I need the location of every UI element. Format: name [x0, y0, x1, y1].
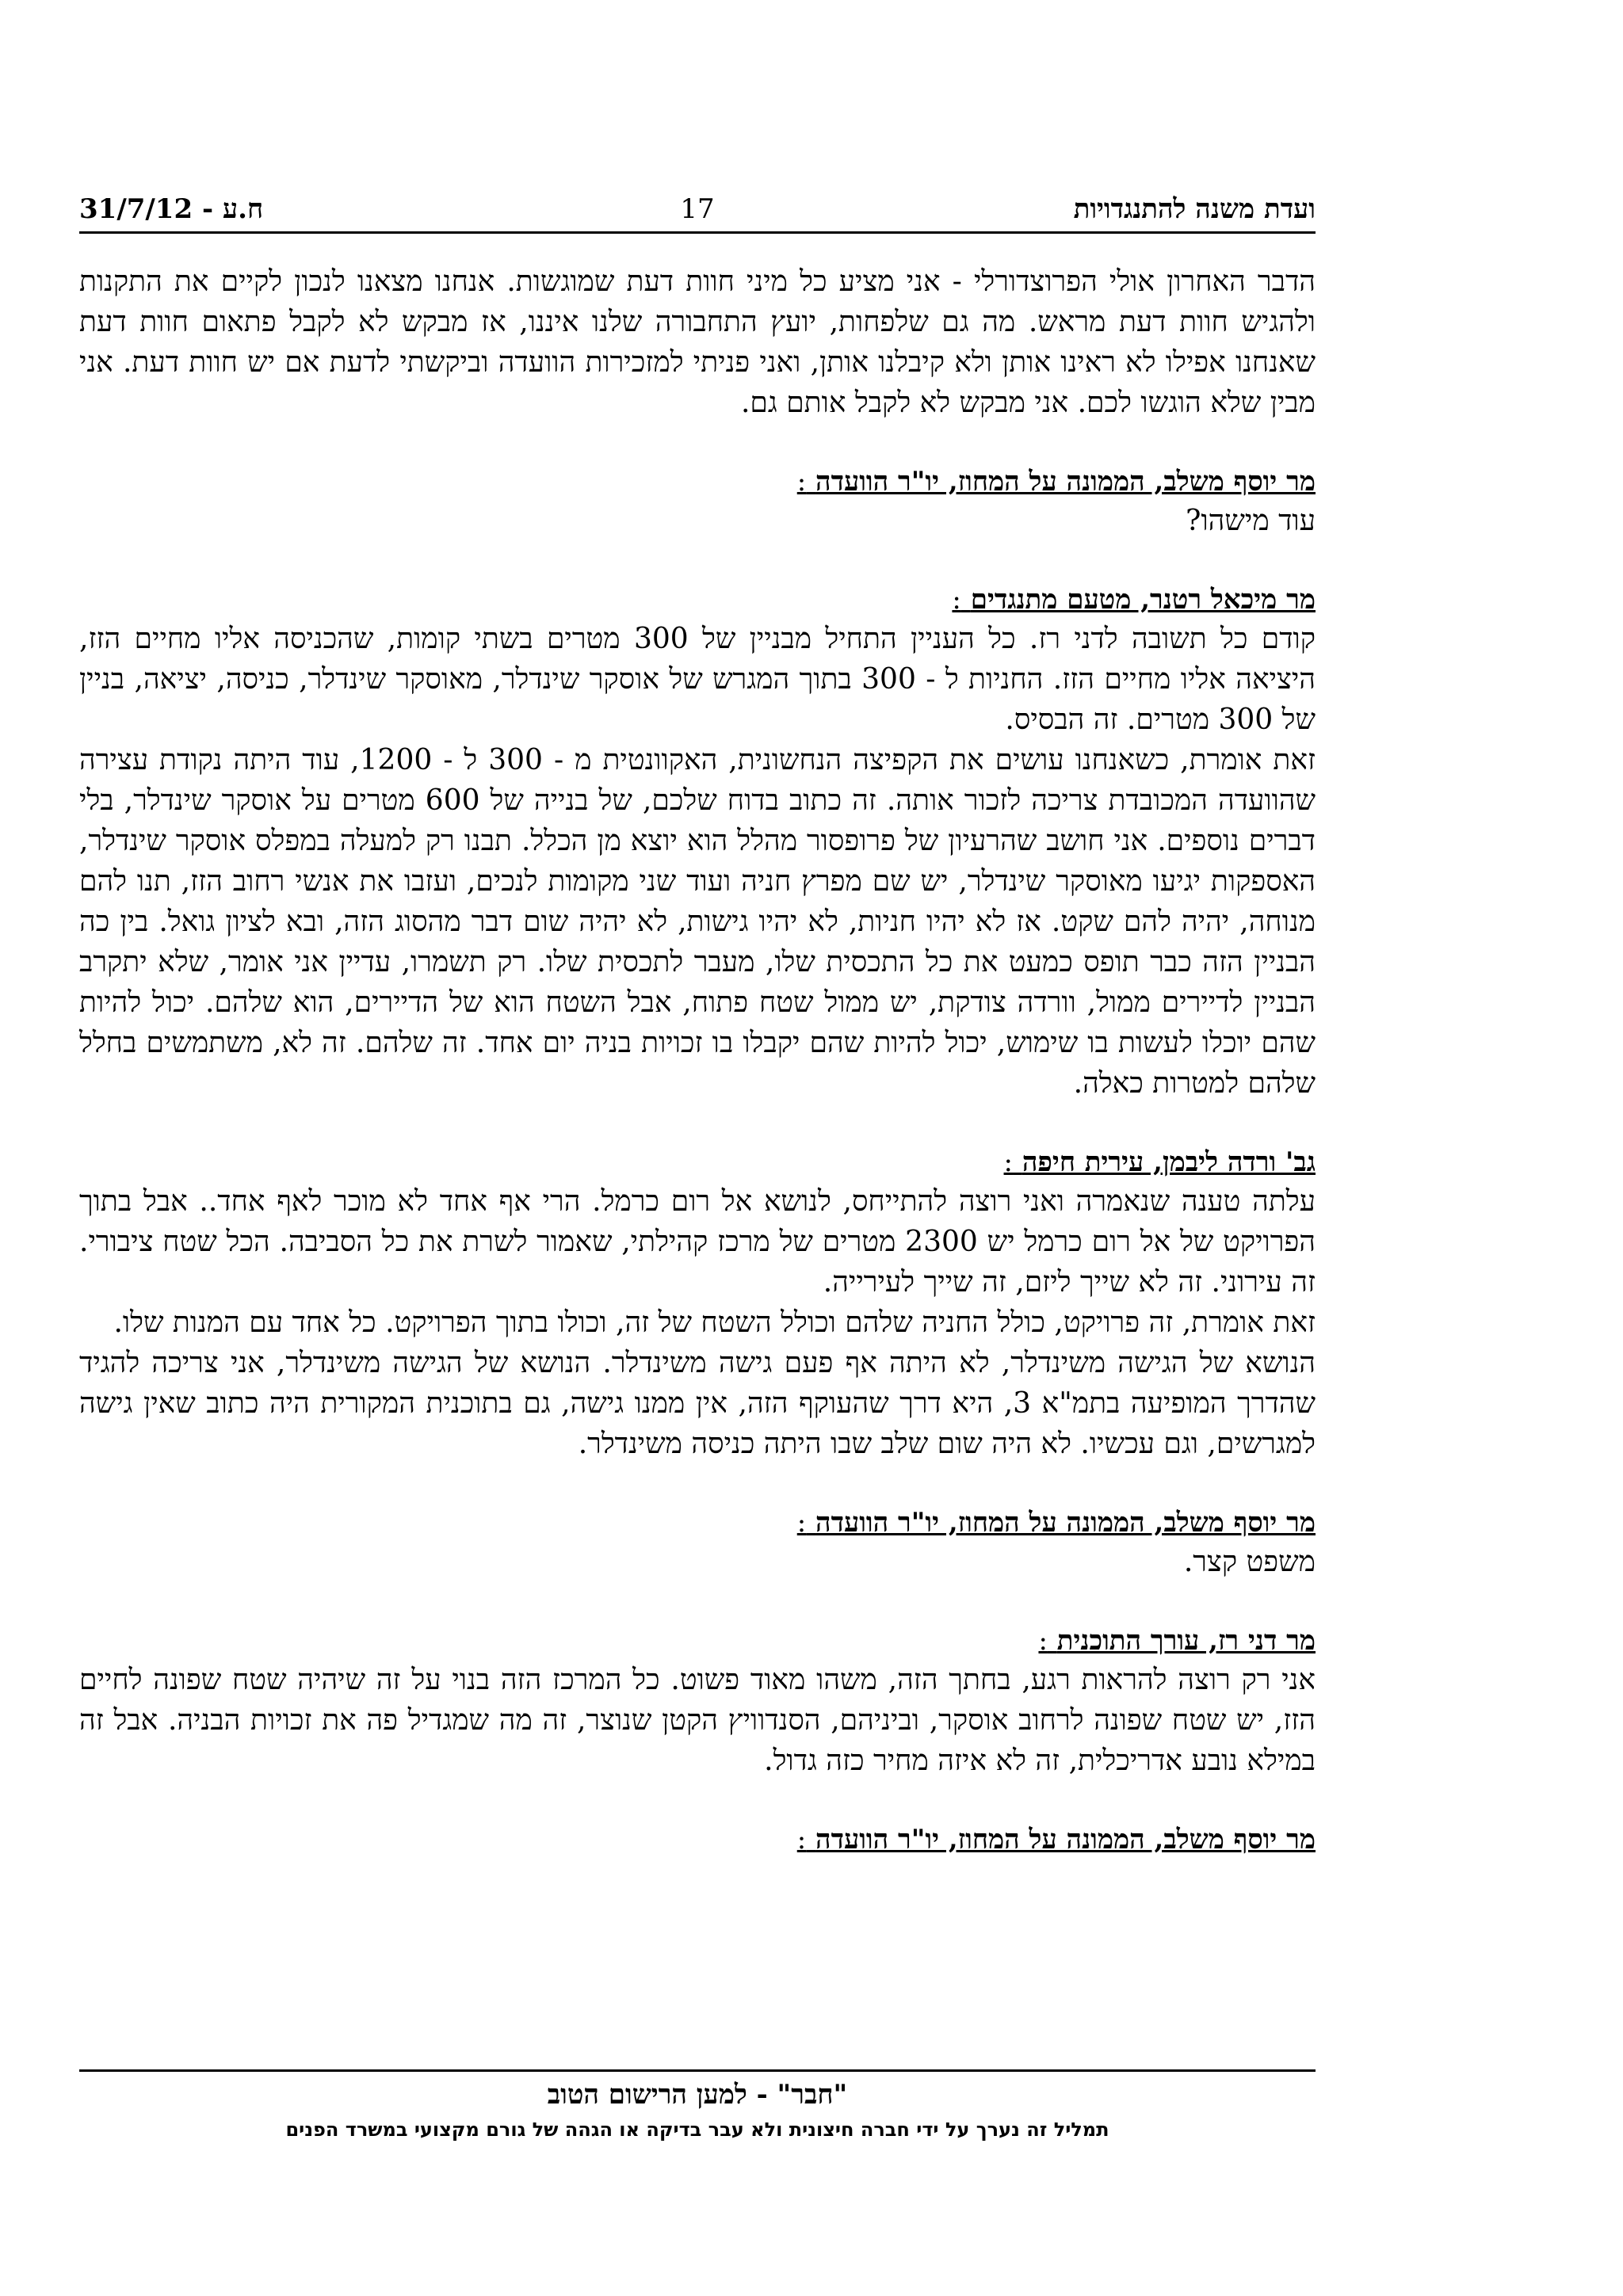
footer-title: "חבר" - למען הרישום הטוב [547, 2079, 848, 2111]
page-header [79, 193, 1316, 234]
date-code: 31/7/12 - ח.ע [79, 193, 264, 225]
committee-name: ועדת משנה להתנגדויות [1073, 193, 1316, 225]
document-page [79, 0, 1316, 2296]
speaker-heading: מר מיכאל רטנר, מטעם מתנגדים : [952, 584, 1316, 616]
speaker-heading: גב' ורדה ליבמן, עירית חיפה : [1003, 1146, 1316, 1178]
speaker-heading: מר יוסף משלב, הממונה על המחוז, יו"ר הוועדה : [796, 1824, 1316, 1855]
footer-note: תמליל זה נערך על ידי חברה חיצונית ולא עבר בדיקה או הגהה של גורם מקצועי במשרד הפנים [285, 2119, 1109, 2141]
speaker-heading: מר יוסף משלב, הממונה על המחוז, יו"ר הוועדה : [796, 466, 1316, 498]
transcript-paragraph: זאת אומרת, כשאנחנו עושים את הקפיצה הנחשונית, האקוונטית מ - 300 ל - 1200, עוד היתה נקודת עצירה שהוועדה המכובדת צריכה לזכור אותה. זה כתוב בדוח שלכם, של בנייה של 600 מטרים על אוסקר שינדלר, בלי דברים נוספים. אני חושב שהרעיון של פרופסור מהלל הוא יוצא מן הכלל. תבנו רק למעלה במפלס אוסקר שינדלר, האספקות יגיעו מאוסקר שינדלר, יש שם מפרץ חניה ועוד שני מקומות לנכים, ועזבו את אנשי רחוב הזז, תנו להם מנוחה, יהיה להם שקט. אז לא יהיו חניות, לא יהיו גישות, לא יהיה שום דבר מהסוג הזה, ובא לציון גואל. בין כה הבניין הזה כבר תופס כמעט את כל התכסית שלו, מעבר לתכסית שלו. רק תשמרו, עדיין אני אומר, שלא יתקרב הבניין לדיירים ממול, וורדה צודקת, יש ממול שטח פתוח, אבל השטח הוא של הדיירים, הוא שלהם. יכול להיות שהם יוכלו לעשות בו שימוש, יכול להיות שהם יקבלו בו זכויות בניה יום אחד. זה שלהם. זה לא, משתמשים בחלל שלהם למטרות כאלה. [79, 744, 1316, 1100]
transcript-body [79, 261, 1316, 1859]
transcript-paragraph: קודם כל תשובה לדני רז. כל העניין התחיל מבניין של 300 מטרים בשתי קומות, שהכניסה אליו מחיים הזז, היציאה אליו מחיים הזז. החניות ל - 300 בתוך המגרש של אוסקר שינדלר, מאוסקר שינדלר, כניסה, יציאה, בניין של 300 מטרים. זה הבסיס. [79, 623, 1316, 736]
footer-divider [79, 2069, 1316, 2072]
transcript-paragraph: זאת אומרת, זה פרויקט, כולל החניה שלהם וכולל השטח של זה, וכולו בתוך הפרויקט. כל אחד עם המנות שלו. [113, 1306, 1316, 1339]
page-number: 17 [680, 193, 715, 225]
transcript-paragraph: משפט קצר. [1183, 1546, 1316, 1578]
transcript-paragraph: הדבר האחרון אולי הפרוצדורלי - אני מציע כל מיני חוות דעת שמוגשות. אנחנו מצאנו לנכון לקיים את התקנות ולהגיש חוות דעת מראש. מה גם שלפחות, יועץ התחבורה שלנו איננו, אז מבקש לא לקבל פתאום חוות דעת שאנחנו אפילו לא ראינו אותן ולא קיבלנו אותן, ואני פניתי למזכירות הוועדה וביקשתי לדעת אם יש חוות דעת. אני מבין שלא הוגשו לכם. אני מבקש לא לקבל אותם גם. [79, 265, 1316, 419]
speaker-heading: מר דני רז, עורך התוכנית : [1038, 1625, 1316, 1657]
transcript-paragraph: עלתה טענה שנאמרה ואני רוצה להתייחס, לנושא אל רום כרמל. הרי אף אחד לא מוכר לאף אחד.. אבל בתוך הפרויקט של אל רום כרמל יש 2300 מטרים של מרכז קהילתי, שאמור לשרת את כל הסביבה. הכל שטח ציבורי. זה עירוני. זה לא שייך ליזם, זה שייך לעירייה. [79, 1185, 1316, 1299]
transcript-paragraph: הנושא של הגישה משינדלר, לא היתה אף פעם גישה משינדלר. הנושא של הגישה משינדלר, אני צריכה להגיד שהדרך המופיעה בתמ"א 3, היא דרך שהעוקף הזה, אין ממנו גישה, גם בתוכנית המקורית היה כתוב שאין גישה למגרשים, וגם עכשיו. לא היה שום שלב שבו היתה כניסה משינדלר. [79, 1347, 1316, 1460]
speaker-heading: מר יוסף משלב, הממונה על המחוז, יו"ר הוועדה : [796, 1507, 1316, 1539]
transcript-paragraph: אני רק רוצה להראות רגע, בחתך הזה, משהו מאוד פשוט. כל המרכז הזה בנוי על זה שיהיה שטח שפונה לחיים הזז, יש שטח שפונה לרחוב אוסקר, וביניהם, הסנדוויץ הקטן שנוצר, זה מה שמגדיל פה את זכויות הבניה. אבל זה במילא נובע אדריכלית, זה לא איזה מחיר כזה גדול. [79, 1664, 1316, 1777]
transcript-paragraph: עוד מישהו? [1186, 505, 1316, 537]
